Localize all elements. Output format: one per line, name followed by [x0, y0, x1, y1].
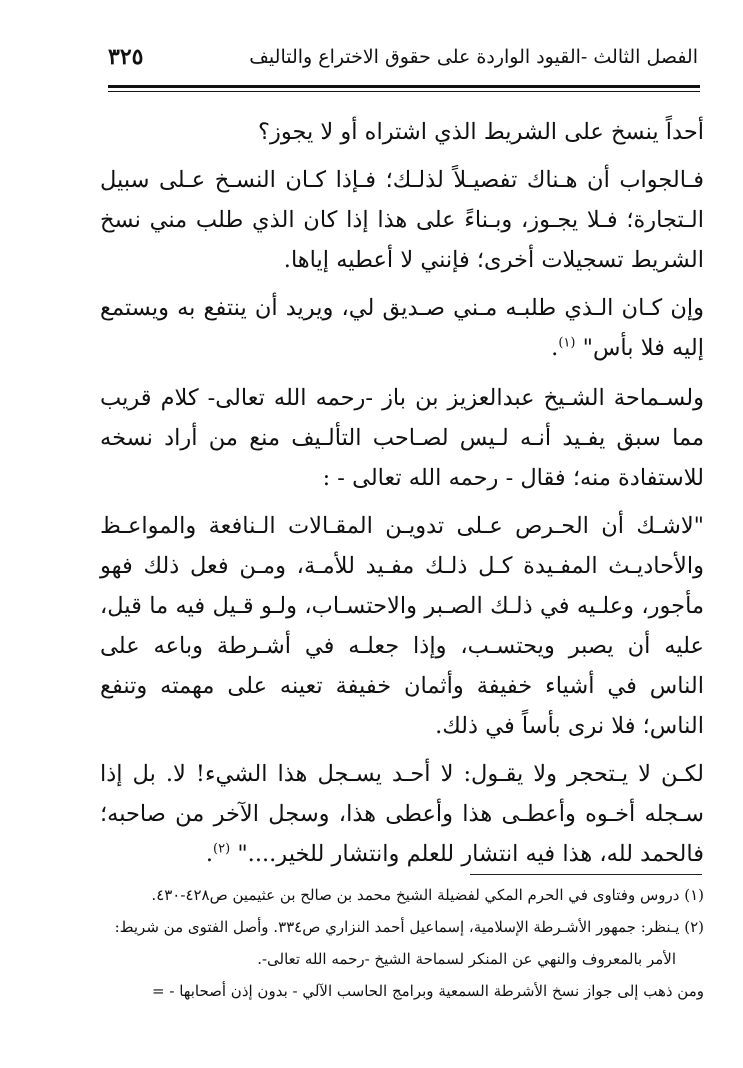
paragraph-fatwa-quote: "لاشـك أن الحـرص عـلى تدويـن المقـالات الـنافعة والمواعـظ والأحاديـث المفـيدة كـل ذلـك مفـيد للأمـة، ومـن فعل ذلك فهو مأجور، وعلـيه في ذلـك الصـبر والاحتسـاب، ولـو قـيل فيه ما قيل، عليه أن يصبر ويحتسـب، وإذا جعلـه في أشـرطة وباعه على الناس في أشياء خفيفة وأثمان خفيفة تعينه على مهمته وتنفع الناس؛ فلا نرى بأساً في ذلك. [100, 513, 704, 739]
footnote-ref-2: (٢) [213, 841, 231, 857]
page-number: ٣٢٥ [108, 44, 144, 70]
header-rule-thin [108, 91, 700, 92]
footnote-continued-note: ومن ذهب إلى جواز نسخ الأشرطة السمعية وبرامج الحاسب الآلي - بدون إذن أصحابها - = [152, 982, 704, 1000]
sentence-end-2: . [205, 841, 214, 867]
footnote-separator [470, 874, 702, 875]
footnote-1: (١) دروس وفتاوى في الحرم المكي لفضيلة الشيخ محمد بن صالح بن عثيمين ص٤٢٨-٤٣٠. [151, 886, 704, 904]
paragraph-question: أحداً ينسخ على الشريط الذي اشتراه أو لا يجوز؟ [258, 119, 704, 145]
footnote-2: (٢) يـنظر: جمهور الأشـرطة الإسلامية، إسماعيل أحمد النزاري ص٣٣٤. وأصل الفتوى من شريط: [114, 918, 704, 936]
running-title: الفصل الثالث -القيود الواردة على حقوق الاختراع والتاليف [249, 46, 698, 68]
paragraph-friend-text: وإن كـان الـذي طلبـه مـني صـديق لي، ويريد أن ينتفع به ويستمع إليه فلا بأس" [100, 295, 704, 361]
body-text [100, 112, 704, 884]
paragraph-fatwa-continuation-text: لكـن لا يـتحجر ولا يقـول: لا أحـد يسـجل هذا الشيء! لا. بل إذا سـجله أخـوه وأعطـى هذا وأعطى هذا، وسجل الآخر من صاحبه؛ فالحمد لله، هذا فيه انتشار للعلم وانتشار للخير...." [100, 761, 704, 867]
paragraph-ibn-baz-intro: ولسـماحة الشـيخ عبدالعزيز بن باز -رحمه الله تعالى- كلام قريب مما سبق يفـيد أنـه لـيس لصـاحب التألـيف منع من أراد نسخه للاستفادة منه؛ فقال - رحمه الله تعالى - : [100, 385, 704, 491]
page-header [108, 44, 698, 78]
paragraph-friend [100, 288, 704, 368]
footnotes [100, 880, 704, 1008]
sentence-end-1: . [551, 335, 559, 361]
paragraph-fatwa-continuation [100, 754, 704, 874]
footnote-ref-1: (١) [558, 335, 576, 351]
paragraph-answer: فـالجواب أن هـناك تفصيـلاً لذلـك؛ فـإذا كـان النسـخ عـلى سبيل الـتجارة؛ فـلا يجـوز، وبـناءً على هذا إذا كان الذي طلب مني نسخ الشريط تسجيلات أخرى؛ فإنني لا أعطيه إياها. [100, 167, 704, 273]
footnote-2-continuation: الأمر بالمعروف والنهي عن المنكر لسماحة الشيخ -رحمه الله تعالى-. [257, 950, 676, 968]
header-rule-thick [108, 85, 700, 88]
